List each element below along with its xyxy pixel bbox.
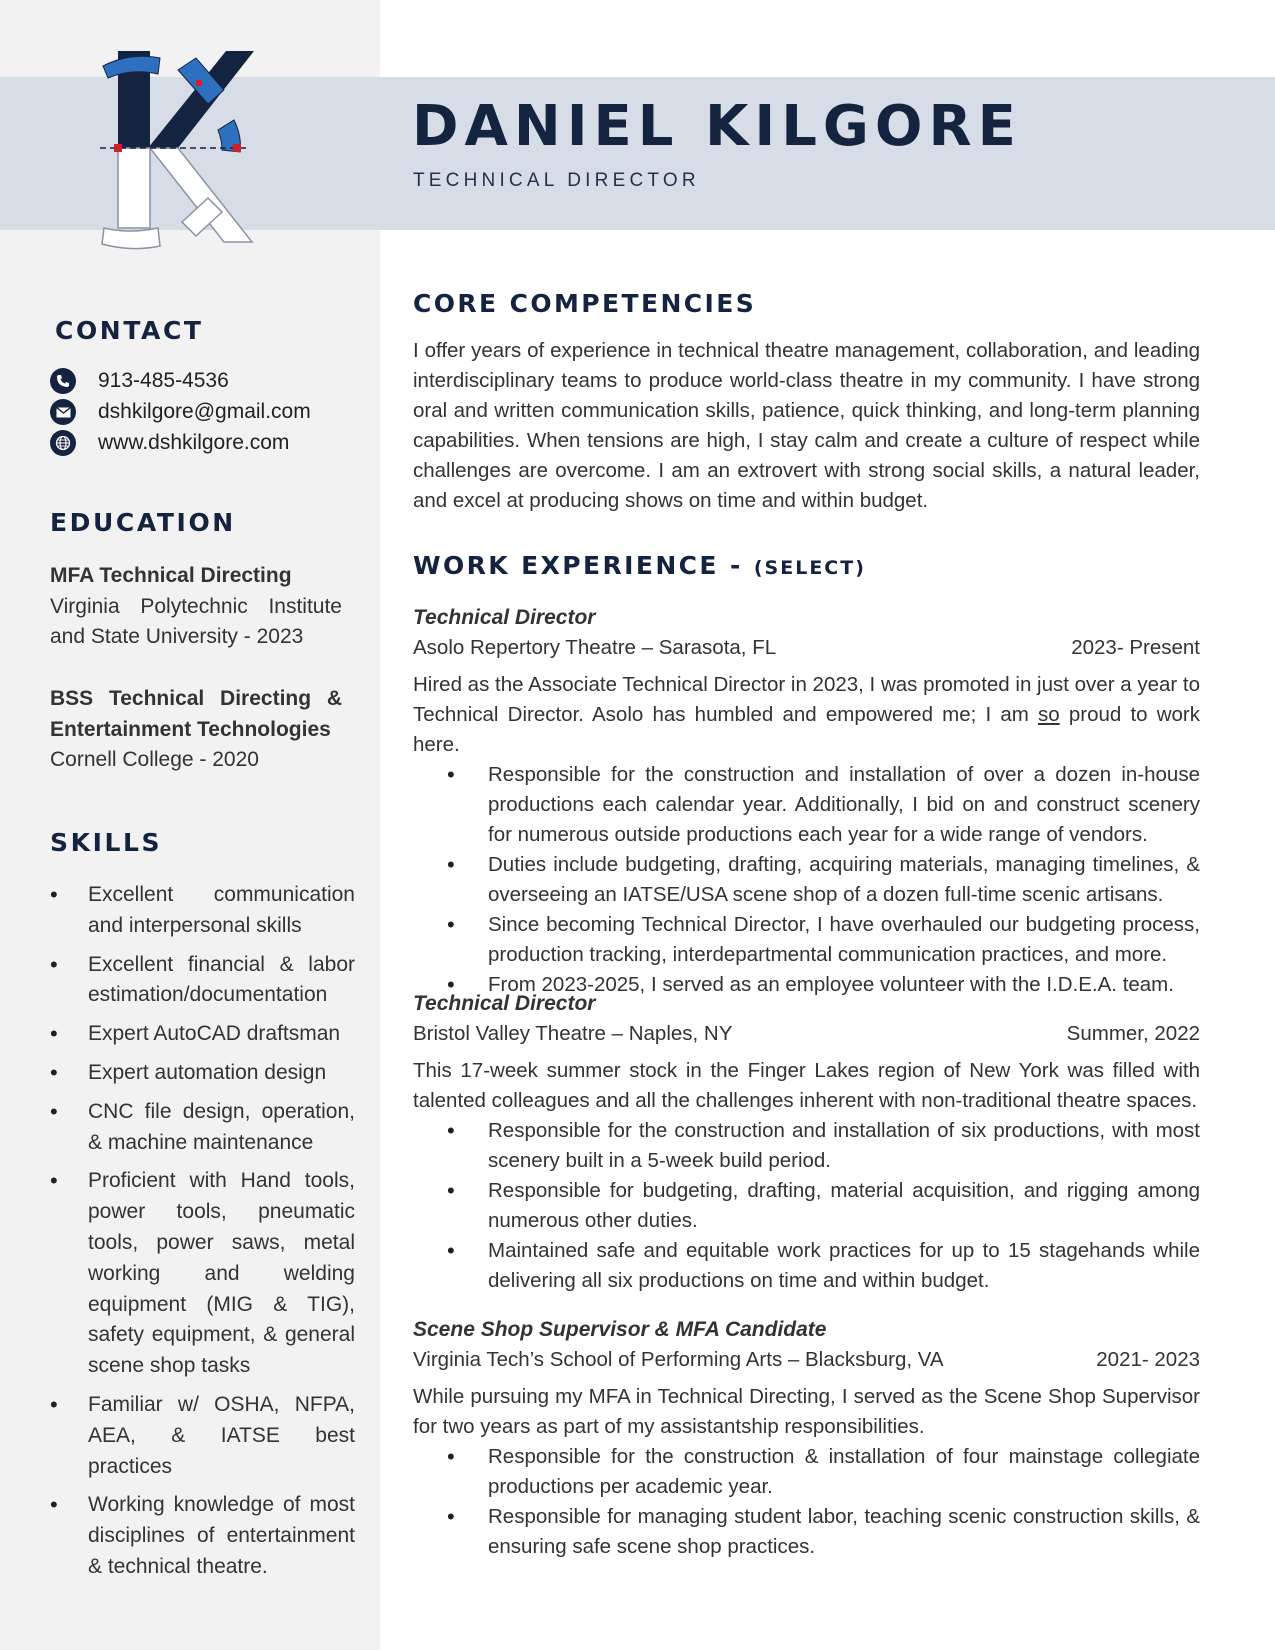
- contact-website[interactable]: www.dshkilgore.com: [98, 431, 290, 454]
- job-bullet: • Responsible for budgeting, drafting, material acquisition, and rigging among numerous other duties.: [413, 1176, 1200, 1236]
- contact-email-row[interactable]: [50, 399, 311, 425]
- skill-item: • Familiar w/ OSHA, NFPA, AEA, & IATSE best practices: [50, 1390, 355, 1482]
- job-dates: Summer, 2022: [1066, 1022, 1200, 1045]
- contact-website-row[interactable]: [50, 430, 289, 456]
- job-title: Technical Director: [413, 992, 596, 1015]
- education-item: [50, 684, 342, 776]
- emphasis-underline: so: [1038, 703, 1060, 726]
- email-icon: [50, 399, 76, 425]
- education-degree: BSS Technical Directing &: [50, 687, 342, 710]
- skill-item: • Excellent financial & labor estimation/documentation: [50, 950, 355, 1012]
- skill-item: • Expert automation design: [50, 1058, 355, 1089]
- job-summary: This 17-week summer stock in the Finger Lakes region of New York was filled with talented colleagues and all the challenges inherent with non-traditional theatre spaces.: [413, 1059, 1200, 1112]
- logo-red-marker: [114, 144, 122, 152]
- job-dates: 2023- Present: [1071, 636, 1200, 659]
- globe-icon: [50, 430, 76, 456]
- core-competencies-text: I offer years of experience in technical theatre management, collaboration, and leading interdisciplinary teams to produce world-class theatre in my community. I have strong oral and written communication skills, patience, quick thinking, and long-term planning capabilities. When tensions are high, I stay calm and create a culture of respect while challenges are overcome. I am an extrovert with strong social skills, a natural leader, and excel at producing shows on time and within budget.: [413, 339, 1200, 512]
- education-item: [50, 561, 342, 653]
- job-title: Technical Director: [413, 606, 596, 629]
- education-degree-cont: Entertainment Technologies: [50, 717, 331, 741]
- education-school: Cornell College - 2020: [50, 748, 259, 771]
- job-bullet: • Maintained safe and equitable work practices for up to 15 stagehands while delivering all six productions on time and within budget.: [413, 1236, 1200, 1296]
- job-summary: While pursuing my MFA in Technical Directing, I served as the Scene Shop Supervisor for two years as part of my assistantship responsibilities.: [413, 1385, 1200, 1438]
- candidate-role: TECHNICAL DIRECTOR: [413, 170, 700, 191]
- phone-icon: [50, 368, 76, 394]
- logo-stem-lower: [118, 148, 150, 228]
- job-entry: [413, 989, 1200, 1296]
- contact-email[interactable]: dshkilgore@gmail.com: [98, 400, 311, 423]
- education-degree: MFA Technical Directing: [50, 564, 292, 587]
- contact-heading: CONTACT: [55, 316, 204, 345]
- job-bullets: [413, 1116, 1200, 1296]
- skill-item: • Expert AutoCAD draftsman: [50, 1019, 355, 1050]
- skill-item: • Proficient with Hand tools, power tools, pneumatic tools, power saws, metal working and welding equipment (MIG & TIG), safety equipment, & general scene shop tasks: [50, 1166, 355, 1382]
- job-bullet: • Responsible for managing student labor, teaching scenic construction skills, & ensuring safe scene shop practices.: [413, 1502, 1200, 1562]
- job-org: Bristol Valley Theatre – Naples, NY: [413, 1022, 733, 1045]
- job-bullet: • Responsible for the construction and installation of over a dozen in-house productions each calendar year. Additionally, I bid on and construct scenery for numerous outside productions each year for a wide range of vendors.: [413, 760, 1200, 850]
- logo-segment-white-1: [102, 228, 160, 249]
- core-competencies-section: [413, 289, 1200, 516]
- job-bullets: [413, 760, 1200, 1000]
- work-experience-heading: WORK EXPERIENCE - (SELECT): [413, 551, 866, 580]
- job-bullet: • Responsible for the construction and installation of six productions, with most scenery built in a 5-week build period.: [413, 1116, 1200, 1176]
- job-bullet: • From 2023-2025, I served as an employee volunteer with the I.D.E.A. team.: [413, 970, 1200, 1000]
- core-competencies-heading: CORE COMPETENCIES: [413, 289, 757, 318]
- job-dates: 2021- 2023: [1096, 1348, 1200, 1371]
- education-school: Virginia Polytechnic Institute and State University - 2023: [50, 594, 342, 648]
- job-org-line: [413, 1019, 1200, 1049]
- job-org-line: [413, 1345, 1200, 1375]
- job-summary: Hired as the Associate Technical Director in 2023, I was promoted in just over a year to Technical Director. Asolo has humbled and empowered me; I am so proud to work here.: [413, 673, 1200, 756]
- logo-red-marker: [196, 80, 202, 86]
- job-bullet: • Duties include budgeting, drafting, acquiring materials, managing timelines, & overseeing an IATSE/USA scene shop of a dozen full-time scenic artisans.: [413, 850, 1200, 910]
- job-org-line: [413, 633, 1200, 663]
- work-experience-header: [413, 551, 1200, 580]
- job-bullet: • Since becoming Technical Director, I have overhauled our budgeting process, production tracking, interdepartmental communication practices, and more.: [413, 910, 1200, 970]
- work-experience-select-label: (SELECT): [753, 557, 866, 579]
- job-bullet: • Responsible for the construction & installation of four mainstage collegiate productions per academic year.: [413, 1442, 1200, 1502]
- logo-red-marker: [233, 144, 241, 152]
- skills-heading: SKILLS: [50, 828, 163, 857]
- skills-list: [50, 880, 355, 1591]
- contact-phone-row[interactable]: [50, 368, 229, 394]
- job-entry: [413, 603, 1200, 1000]
- contact-phone[interactable]: 913-485-4536: [98, 369, 229, 392]
- skill-item: • Excellent communication and interpersonal skills: [50, 880, 355, 942]
- job-bullets: [413, 1442, 1200, 1562]
- education-heading: EDUCATION: [50, 508, 236, 537]
- skill-item: • Working knowledge of most disciplines of entertainment & technical theatre.: [50, 1490, 355, 1582]
- job-org: Virginia Tech’s School of Performing Arts – Blacksburg, VA: [413, 1348, 944, 1371]
- dk-monogram-logo: [100, 48, 275, 260]
- job-entry: [413, 1315, 1200, 1562]
- skill-item: • CNC file design, operation, & machine maintenance: [50, 1097, 355, 1159]
- candidate-name: DANIEL KILGORE: [412, 94, 1022, 159]
- job-org: Asolo Repertory Theatre – Sarasota, FL: [413, 636, 777, 659]
- job-title: Scene Shop Supervisor & MFA Candidate: [413, 1318, 827, 1341]
